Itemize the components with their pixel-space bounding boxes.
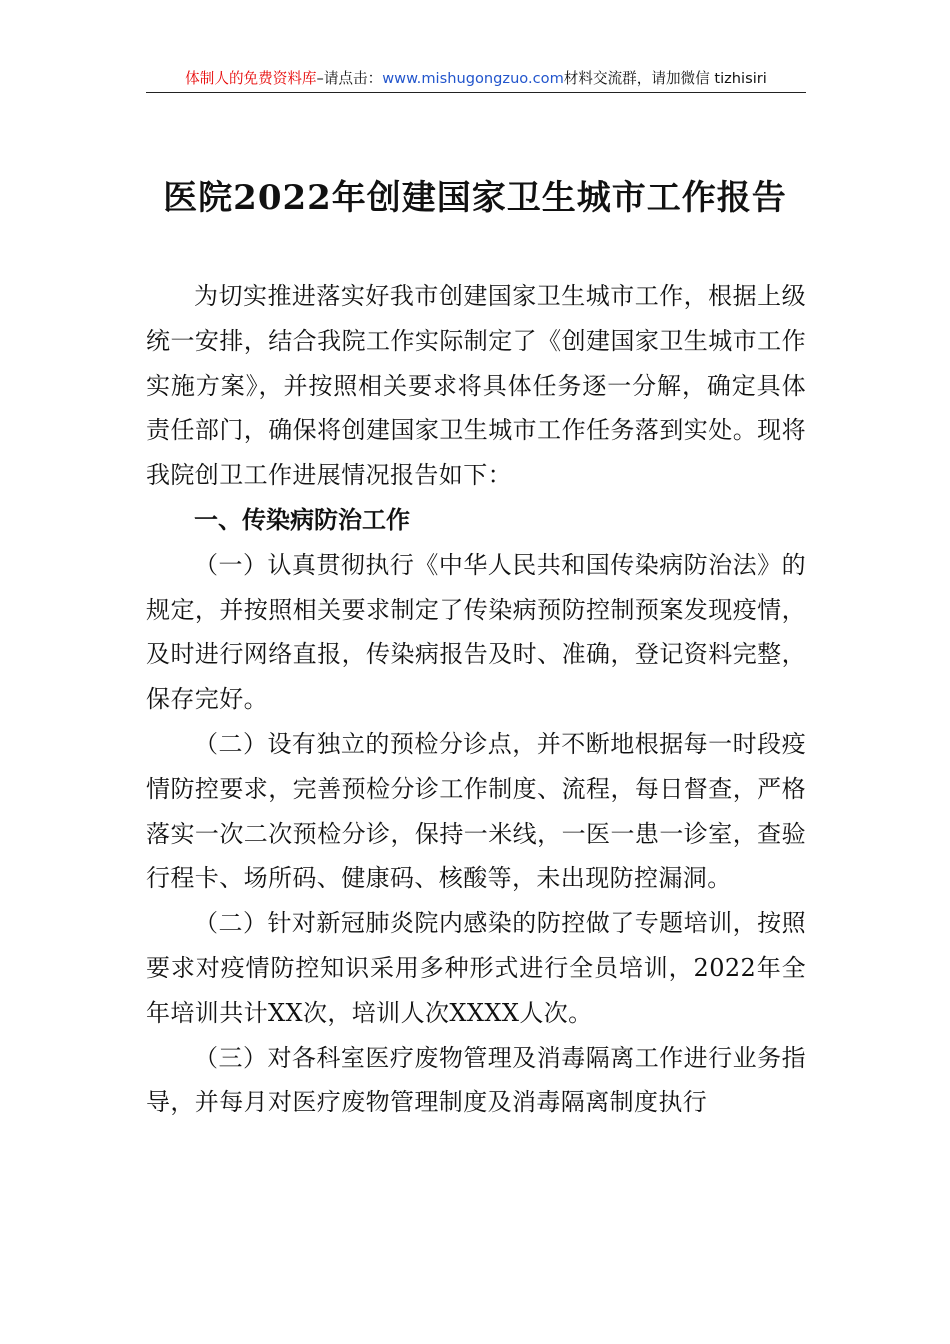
paragraph-item-3: （二）针对新冠肺炎院内感染的防控做了专题培训，按照要求对疫情防控知识采用多种形式进行全员培训，2022年全年培训共计XX次，培训人次XXXX人次。 (146, 909, 806, 1027)
paragraph-item-2: （二）设有独立的预检分诊点，并不断地根据每一时段疫情防控要求，完善预检分诊工作制度、流程，每日督查，严格落实一次二次预检分诊，保持一米线，一医一患一诊室，查验行程卡、场所码、健康码、核酸等，未出现防控漏洞。 (146, 729, 806, 893)
page-header (146, 66, 806, 93)
section-heading-1: 一、传染病防治工作 (194, 505, 410, 534)
document-title: 医院2022年创建国家卫生城市工作报告 (163, 178, 787, 218)
paragraph-item-1: （一）认真贯彻执行《中华人民共和国传染病防治法》的规定，并按照相关要求制定了传染病预防控制预案发现疫情，及时进行网络直报，传染病报告及时、准确，登记资料完整，保存完好。 (146, 550, 806, 714)
intro-paragraph: 为切实推进落实好我市创建国家卫生城市工作，根据上级统一安排，结合我院工作实际制定了《创建国家卫生城市工作实施方案》，并按照相关要求将具体任务逐一分解，确定具体责任部门，确保将创建国家卫生城市工作任务落到实处。现将我院创卫工作进展情况报告如下： (146, 282, 806, 490)
document-body (146, 274, 806, 1125)
header-tail: 材料交流群，请加微信 tizhisiri (563, 70, 767, 87)
header-url-link[interactable]: www.mishugongzuo.com (382, 70, 564, 87)
paragraph-item-4: （三）对各科室医疗废物管理及消毒隔离工作进行业务指导，并每月对医疗废物管理制度及消毒隔离制度执行 (146, 1043, 806, 1117)
header-separator: –请点击： (316, 70, 383, 87)
header-brand: 体制人的免费资料库 (185, 70, 317, 87)
